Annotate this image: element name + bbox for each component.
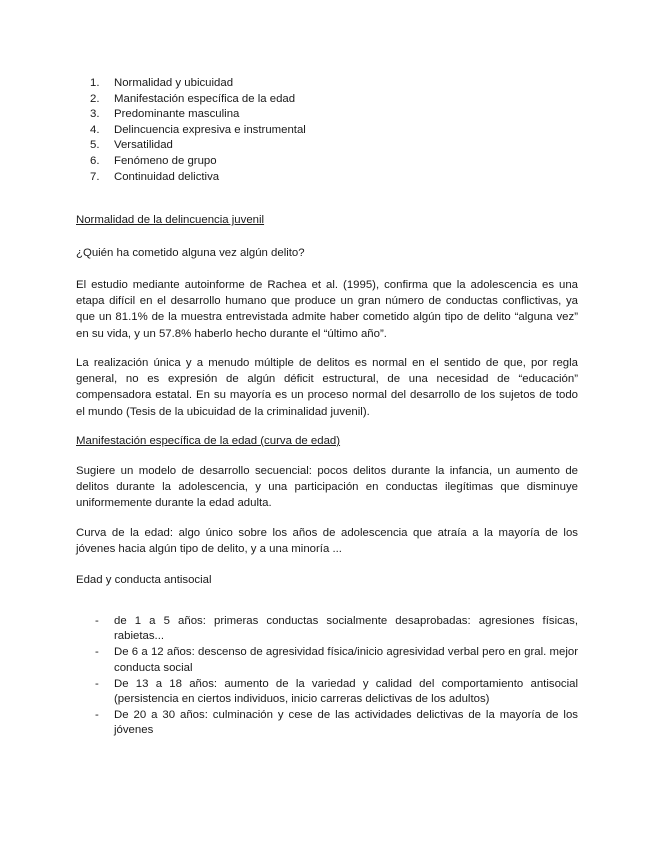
list-item: 3. Predominante masculina	[90, 108, 240, 121]
topics-numbered-list	[90, 76, 306, 185]
paragraph-modelo-desarrollo: Sugiere un modelo de desarrollo secuencial: pocos delitos durante la infancia, un aumento de delitos durante la adolescencia, y una participación en conductas ilegítimas que disminuye uniformemente durante la edad adulta.	[76, 465, 578, 510]
list-item: 2. Manifestación específica de la edad	[90, 92, 296, 105]
list-item: 7. Continuidad delictiva	[90, 170, 220, 183]
section-question: ¿Quién ha cometido alguna vez algún delito?	[76, 247, 305, 259]
list-item: - De 13 a 18 años: aumento de la variedad y calidad del comportamiento antisocial (persistencia en ciertos individuos, inicio carreras delictivas de los adultos)	[95, 677, 578, 706]
list-item: 1. Normalidad y ubicuidad	[90, 77, 234, 89]
section-heading-normalidad: Normalidad de la delincuencia juvenil	[76, 214, 265, 226]
list-item: - De 20 a 30 años: culminación y cese de las actividades delictivas de la mayoría de los jóvenes	[95, 709, 578, 737]
paragraph-ubicuidad: La realización única y a menudo múltiple de delitos es normal en el sentido de que, por regla general, no es expresión de algún déficit estructural, de una necesidad de “educación” compensadora estatal. En su mayoría es un proceso normal del desarrollo de los sujetos de todo el mundo (Tesis de la ubicuidad de la criminalidad juvenil).	[76, 357, 578, 418]
paragraph-autoinforme: El estudio mediante autoinforme de Rachea et al. (1995), confirma que la adolescencia es una etapa difícil en el desarrollo humano que produce un gran número de conductas conflictivas, ya que un 81.1% de la muestra entrevistada admite haber cometido algún tipo de delito “alguna vez” en su vida, y un 57.8% haberlo hecho durante el “último año”.	[76, 279, 578, 340]
list-item: 4. Delincuencia expresiva e instrumental	[90, 123, 306, 136]
section-heading-curva-edad: Manifestación específica de la edad (curva de edad)	[76, 435, 341, 447]
list-item: - de 1 a 5 años: primeras conductas socialmente desaprobadas: agresiones físicas, rabietas...	[95, 615, 578, 643]
list-item: - De 6 a 12 años: descenso de agresividad física/inicio agresividad verbal pero en gral. mejor conducta social	[95, 646, 578, 674]
age-bullet-list	[95, 614, 578, 740]
subheading-edad-conducta: Edad y conducta antisocial	[76, 574, 212, 586]
paragraph-curva-edad: Curva de la edad: algo único sobre los años de adolescencia que atraía a la mayoría de los jóvenes hacia algún tipo de delito, y a una minoría ...	[76, 527, 578, 556]
list-item: 5. Versatilidad	[90, 139, 173, 152]
list-item: 6. Fenómeno de grupo	[90, 154, 217, 167]
